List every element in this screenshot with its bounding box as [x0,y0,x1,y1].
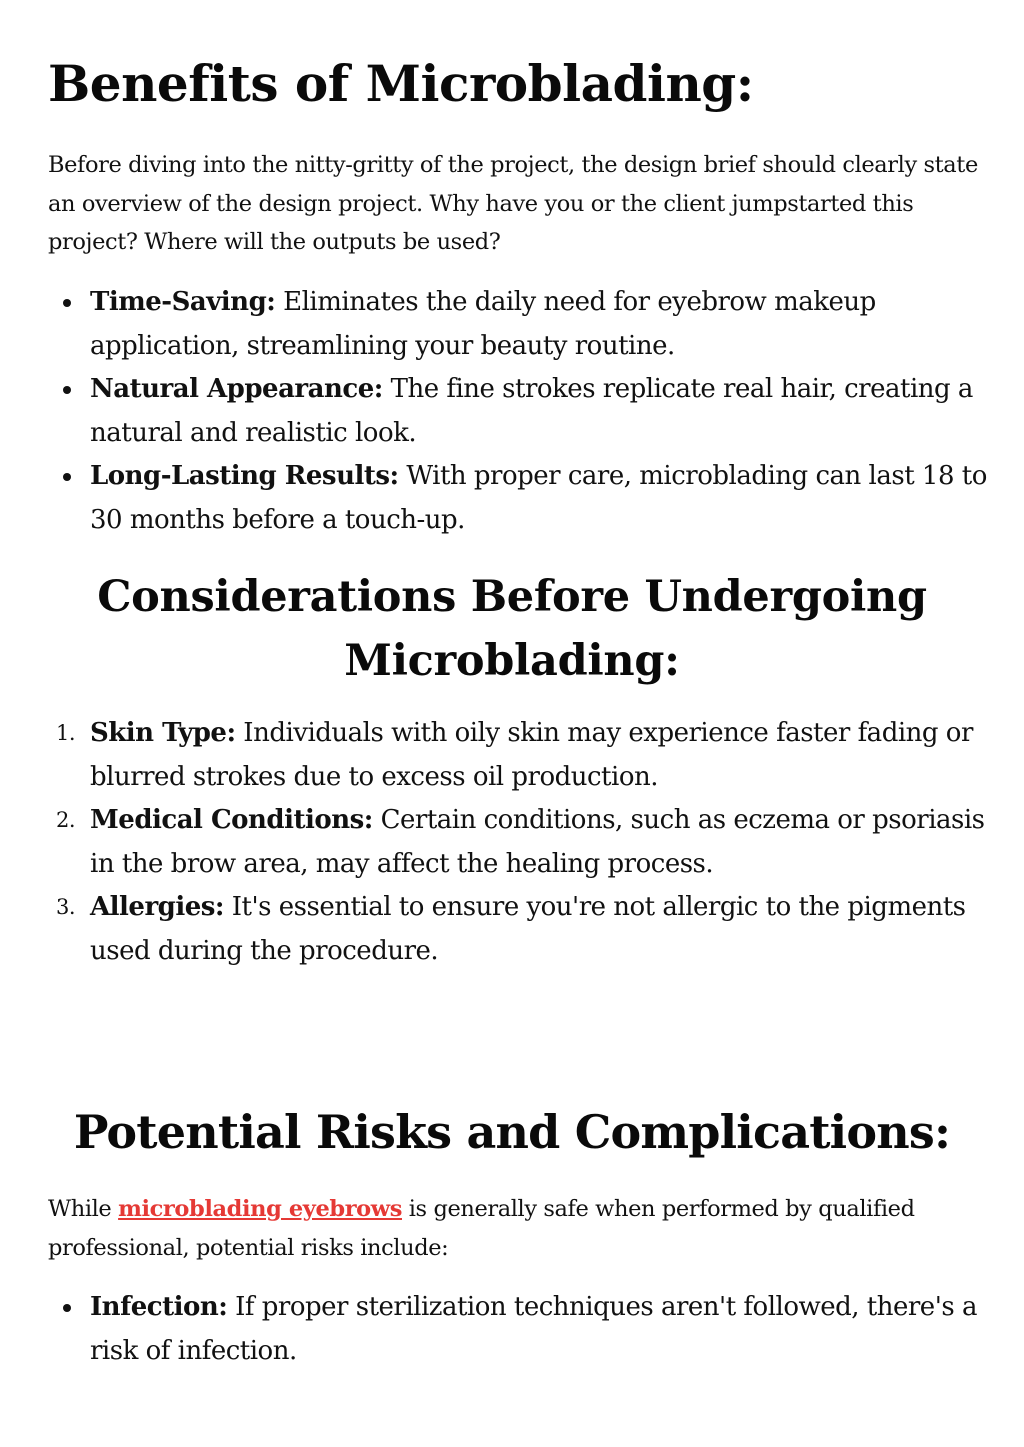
item-text: It's essential to ensure you're not allergic to the pigments used during the procedure. [90,892,966,966]
considerations-list [48,712,988,973]
item-text: The fine strokes replicate real hair, creating a natural and realistic look. [90,374,973,448]
list-item [48,1286,988,1373]
item-text: Individuals with oily skin may experience faster fading or blurred strokes due to excess oil production. [90,718,973,792]
risks-intro-after: is generally safe when performed by qualified professional, potential risks include: [48,1196,915,1261]
list-item [48,712,988,799]
item-term: Medical Conditions: [90,805,373,835]
bullet-icon [63,299,71,307]
item-text: With proper care, microblading can last 18 to 30 months before a touch-up. [90,461,987,535]
item-term: Skin Type: [90,718,236,748]
risks-intro-before: While [48,1196,119,1222]
microblading-eyebrows-link[interactable]: microblading eyebrows [118,1196,402,1222]
item-text: Certain conditions, such as eczema or psoriasis in the brow area, may affect the healing process. [90,805,985,879]
bullet-icon [63,473,71,481]
item-term: Natural Appearance: [90,374,383,404]
risks-heading: Potential Risks and Complications: [73,1105,951,1159]
list-item [48,368,988,455]
item-term: Allergies: [90,892,225,922]
item-term: Long-Lasting Results: [90,461,399,491]
item-number: 3. [56,895,76,919]
bullet-icon [63,386,71,394]
list-item [48,455,988,542]
item-term: Infection: [90,1292,228,1322]
list-item [48,281,988,368]
risks-list [48,1286,988,1373]
bullet-icon [63,1304,71,1312]
item-term: Time-Saving: [90,287,276,317]
list-item [48,886,988,973]
benefits-list [48,281,988,542]
item-text: If proper sterilization techniques aren't followed, there's a risk of infection. [90,1292,977,1366]
benefits-intro: Before diving into the nitty-gritty of the project, the design brief should clearly state an overview of the design project. Why have you or the client jumpstarted this project? Where will the outputs be used? [48,152,978,255]
risks-intro [48,1190,978,1267]
benefits-heading: Benefits of Microblading: [48,54,754,113]
considerations-heading: Considerations Before Undergoing Microblading: [97,572,927,686]
list-item [48,799,988,886]
item-number: 2. [56,808,76,832]
item-number: 1. [56,721,76,745]
item-text: Eliminates the daily need for eyebrow makeup application, streamlining your beauty routine. [90,287,876,361]
